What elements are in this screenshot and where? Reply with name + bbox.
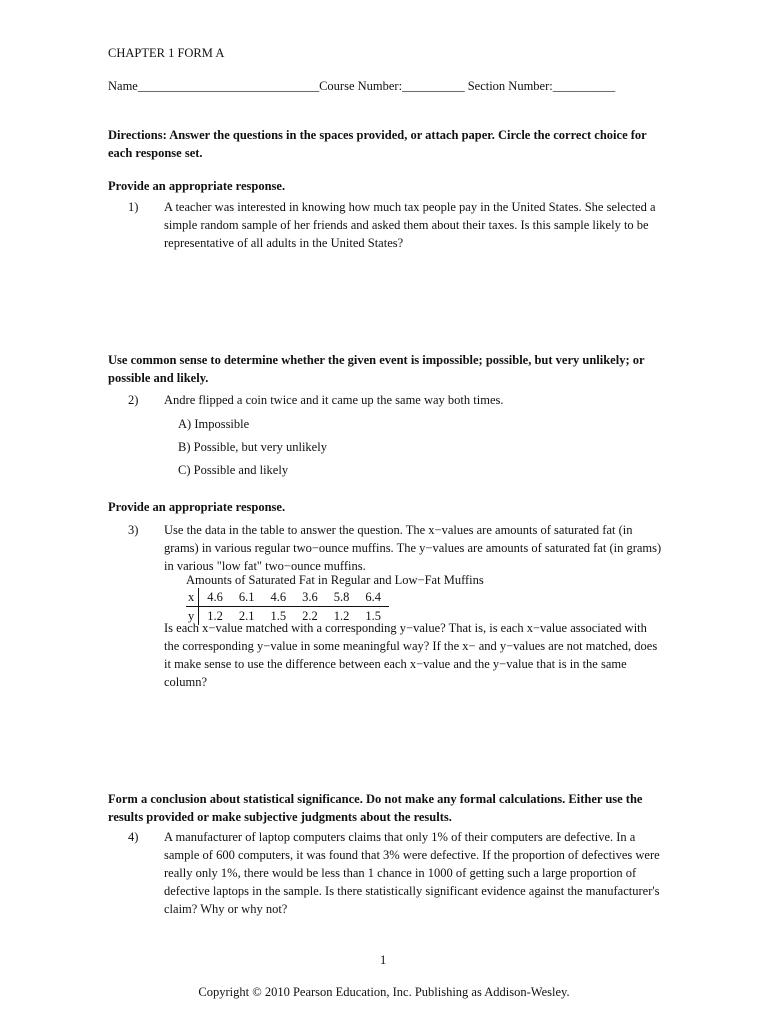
choice-a: A) Impossible [178,417,250,431]
question-4-text: A manufacturer of laptop computers claims that only 1% of their computers are defective. In a sample of 600 computers, it was found that 3% were defective. If the proportion of defectives were really only 1%, there would be less than 1 chance in 1000 of getting such a large proportion of defective laptops in the sample. Is there statistically significant evidence against the manufacturer's claim? Why or why not? [164,830,660,916]
page-number: 1 [380,953,387,967]
choice-c: C) Possible and likely [178,463,289,477]
question-3-followup: Is each x−value matched with a corresponding y−value? That is, is each x−value associated with the corresponding y−value in some meaningful way? If the x− and y−values are not matched, does it make sense to use the difference between each x−value and the y−value that is in the same column? [164,621,658,689]
question-3-text: Use the data in the table to answer the question. The x−values are amounts of saturated fat (in grams) in various regular two−ounce muffins. The y−values are amounts of saturated fat (in grams) in various "low fat" two−ounce muffins. [164,523,662,573]
section-heading-1: Provide an appropriate response. [108,179,286,193]
table-row-x [186,588,389,607]
table-title: Amounts of Saturated Fat in Regular and Low−Fat Muffins [186,573,484,587]
directions: Directions: Answer the questions in the spaces provided, or attach paper. Circle the correct choice for each response set. [108,128,647,160]
section-heading-3: Provide an appropriate response. [108,500,286,514]
x-cell: 4.6 [199,588,231,607]
question-2-text: Andre flipped a coin twice and it came up the same way both times. [164,393,504,407]
question-4-number: 4) [128,830,139,844]
x-cell: 5.8 [326,588,358,607]
y-cell: 2.1 [238,609,255,623]
chapter-title: CHAPTER 1 FORM A [108,46,225,60]
question-1 [128,198,666,252]
question-2-number: 2) [128,393,139,407]
y-cell: 2.2 [302,609,318,623]
y-cell: 1.2 [207,609,223,623]
y-cell: 1.5 [270,609,287,623]
x-cell: 3.6 [294,588,326,607]
question-2 [128,391,666,409]
question-3-number: 3) [128,523,139,537]
y-cell: 1.2 [333,609,350,623]
choice-b: B) Possible, but very unlikely [178,440,327,454]
question-1-number: 1) [128,200,139,214]
x-cell: 6.1 [231,588,263,607]
question-3 [128,521,666,575]
section-heading-4: Form a conclusion about statistical significance. Do not make any formal calculations. Either use the results provided or make subjective judgments about the results. [108,792,643,824]
question-1-text: A teacher was interested in knowing how much tax people pay in the United States. She selected a simple random sample of her friends and asked them about their taxes. Is this sample likely to be representative of all adults in the United States? [164,200,656,250]
copyright-footer: Copyright © 2010 Pearson Education, Inc. Publishing as Addison-Wesley. [198,985,570,999]
question-4 [128,828,666,918]
row-label-x: x [186,588,199,607]
name-course-section-line: Name_____________________________Course Number:__________ Section Number:__________ [108,79,616,93]
x-cell: 6.4 [357,588,389,607]
row-label-y: y [186,607,199,626]
y-cell: 1.5 [365,609,381,623]
x-cell: 4.6 [263,588,295,607]
section-heading-2: Use common sense to determine whether the given event is impossible; possible, but very unlikely; or possible and likely. [108,353,645,385]
